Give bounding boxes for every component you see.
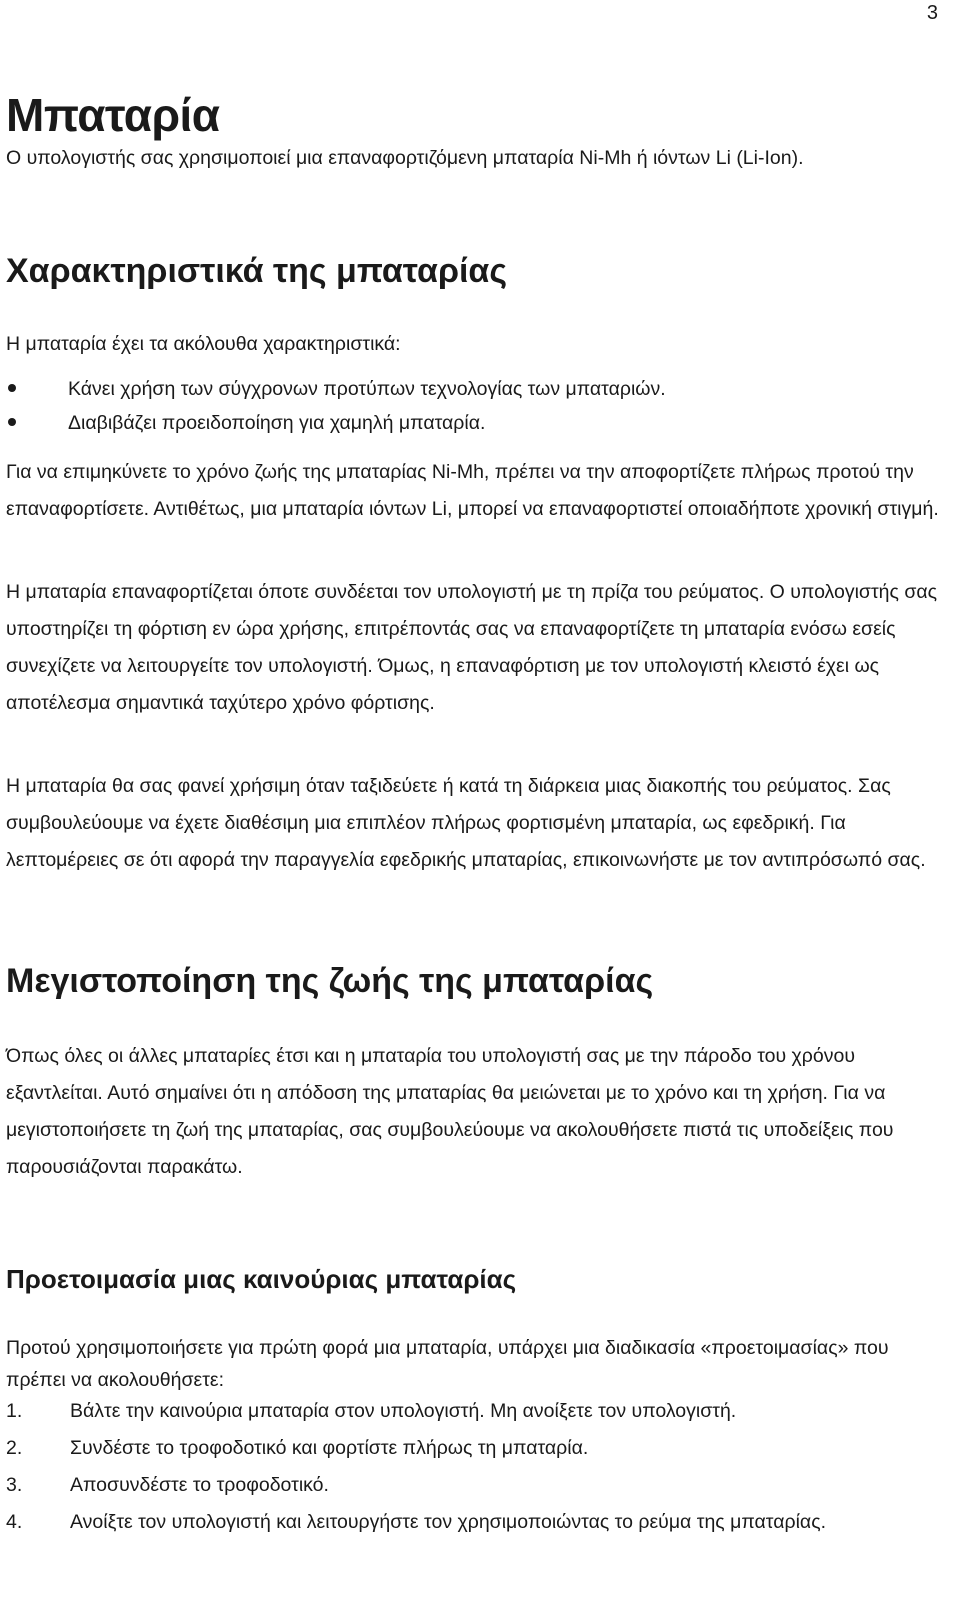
list-item bbox=[6, 372, 666, 406]
page-title: Μπαταρία bbox=[6, 89, 220, 141]
step-item bbox=[6, 1398, 944, 1424]
intro-paragraph: Ο υπολογιστής σας χρησιμοποιεί μια επαναφορτιζόμενη μπαταρία Ni-Mh ή ιόντων Li (Li-Ion). bbox=[6, 147, 804, 169]
step-text: Βάλτε την καινούρια μπαταρία στον υπολογιστή. Μη ανοίξετε τον υπολογιστή. bbox=[70, 1400, 737, 1422]
step-item bbox=[6, 1435, 944, 1461]
step-text: Συνδέστε το τροφοδοτικό και φορτίστε πλήρως τη μπαταρία. bbox=[70, 1437, 589, 1459]
step-number: 2. bbox=[6, 1437, 23, 1459]
bullet-icon bbox=[8, 384, 16, 392]
list-item-text: Κάνει χρήση των σύγχρονων προτύπων τεχνολογίας των μπαταριών. bbox=[68, 378, 666, 400]
step-number: 3. bbox=[6, 1474, 23, 1496]
section-heading-prepare-battery: Προετοιμασία μιας καινούριας μπαταρίας bbox=[6, 1264, 517, 1294]
prepare-steps-list bbox=[6, 1398, 944, 1546]
characteristics-list bbox=[6, 372, 666, 440]
section-heading-maximize-life: Μεγιστοποίηση της ζωής της μπαταρίας bbox=[6, 962, 654, 1000]
characteristics-lead: Η μπαταρία έχει τα ακόλουθα χαρακτηριστικά: bbox=[6, 333, 401, 355]
paragraph-spare-battery: Η μπαταρία θα σας φανεί χρήσιμη όταν ταξιδεύετε ή κατά τη διάρκεια μιας διακοπής του ρεύματος. Σας συμβουλεύουμε να έχετε διαθέσιμη μια επιπλέον πλήρως φορτισμένη μπαταρία, ως εφεδρική. Για λεπτομέρειες σε ότι αφορά την παραγγελία εφεδρικής μπαταρίας, επικοινωνήστε με τον αντιπρόσωπό σας. bbox=[6, 775, 926, 871]
bullet-icon bbox=[8, 418, 16, 426]
page-number: 3 bbox=[926, 2, 938, 24]
step-text: Ανοίξτε τον υπολογιστή και λειτουργήστε τον χρησιμοποιώντας το ρεύμα της μπαταρίας. bbox=[70, 1511, 827, 1533]
prepare-battery-lead: Προτού χρησιμοποιήσετε για πρώτη φορά μια μπαταρία, υπάρχει μια διαδικασία «προετοιμασίας» που πρέπει να ακολουθήσετε: bbox=[6, 1337, 889, 1391]
step-text: Αποσυνδέστε το τροφοδοτικό. bbox=[70, 1474, 329, 1496]
section-heading-characteristics: Χαρακτηριστικά της μπαταρίας bbox=[6, 252, 508, 290]
step-item bbox=[6, 1509, 944, 1535]
step-item bbox=[6, 1472, 944, 1498]
step-number: 1. bbox=[6, 1400, 23, 1422]
list-item bbox=[6, 406, 666, 440]
list-item-text: Διαβιβάζει προειδοποίηση για χαμηλή μπαταρία. bbox=[68, 412, 486, 434]
paragraph-maximize-life: Όπως όλες οι άλλες μπαταρίες έτσι και η μπαταρία του υπολογιστή σας με την πάροδο του χρόνου εξαντλείται. Αυτό σημαίνει ότι η απόδοση της μπαταρίας θα μειώνεται με το χρόνο και τη χρήση. Για να μεγιστοποιήσετε τη ζωή της μπαταρίας, σας συμβουλεύουμε να ακολουθήσετε πιστά τις υποδείξεις που παρουσιάζονται παρακάτω. bbox=[6, 1045, 894, 1178]
paragraph-charging: Η μπαταρία επαναφορτίζεται όποτε συνδέεται τον υπολογιστή με τη πρίζα του ρεύματος. Ο υπολογιστής σας υποστηρίζει τη φόρτιση εν ώρα χρήσης, επιτρέποντάς σας να επαναφορτίζετε τη μπαταρία ενόσω εσείς συνεχίζετε να λειτουργείτε τον υπολογιστή. Όμως, η επαναφόρτιση με τον υπολογιστή κλειστό έχει ως αποτέλεσμα σημαντικά ταχύτερο χρόνο φόρτισης. bbox=[6, 581, 938, 714]
paragraph-nimh-life: Για να επιμηκύνετε το χρόνο ζωής της μπαταρίας Ni-Mh, πρέπει να την αποφορτίζετε πλήρως προτού την επαναφορτίσετε. Αντιθέτως, μια μπαταρία ιόντων Li, μπορεί να επαναφορτιστεί οποιαδήποτε χρονική στιγμή. bbox=[6, 461, 939, 520]
step-number: 4. bbox=[6, 1511, 23, 1533]
